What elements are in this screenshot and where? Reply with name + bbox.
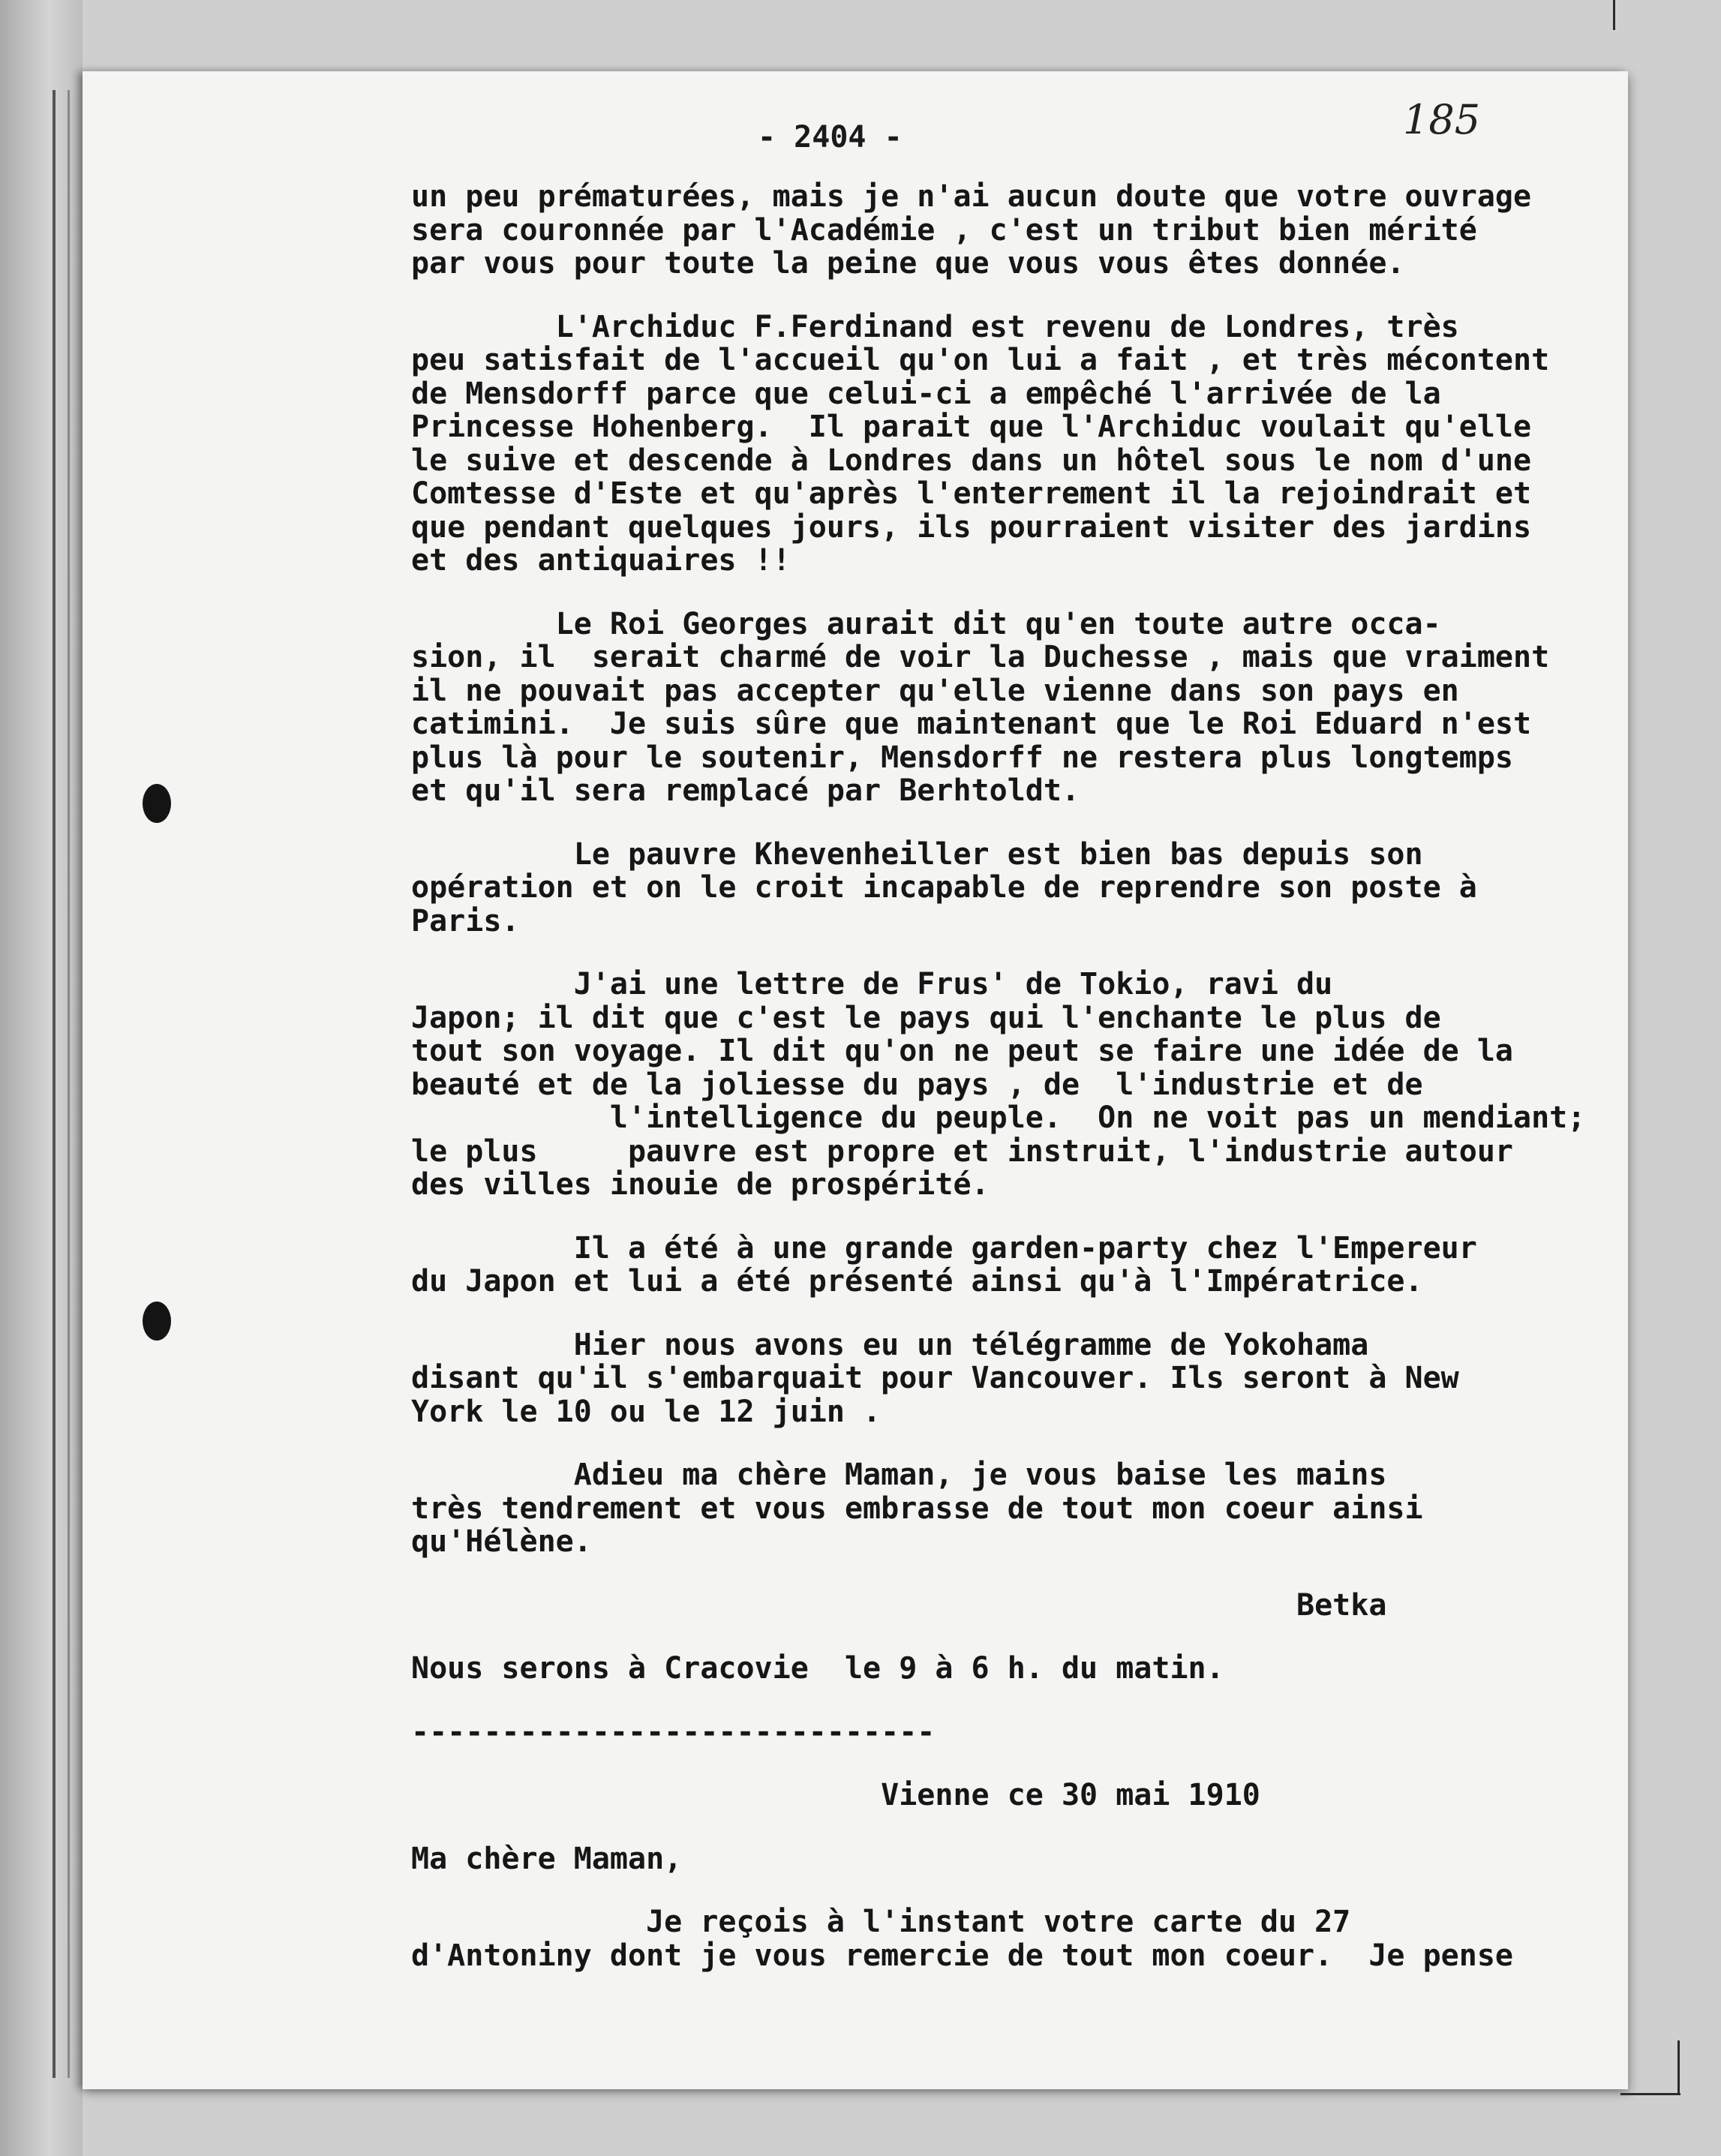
folio-number: 185 [1403, 96, 1481, 143]
text-line: des villes inouie de prospérité. [411, 1167, 990, 1202]
paragraph [411, 1589, 1596, 1623]
text-line: que pendant quelques jours, ils pourraient visiter des jardins [411, 509, 1532, 545]
page-number: - 2404 - [758, 120, 903, 155]
text-line: par vous pour toute la peine que vous vous êtes donnée. [411, 246, 1405, 281]
paragraph [411, 1905, 1596, 1972]
paragraph [411, 1329, 1596, 1429]
paragraph-gap [411, 938, 1596, 968]
paragraph-gap [411, 1299, 1596, 1329]
text-line: L'Archiduc F.Ferdinand est revenu de Londres, très [411, 309, 1459, 344]
paragraph [411, 1716, 1596, 1749]
text-line: sera couronnée par l'Académie , c'est un tribut bien mérité [411, 212, 1477, 248]
text-line: l'intelligence du peuple. On ne voit pas un mendiant; [411, 1101, 1586, 1135]
paragraph [411, 1232, 1596, 1299]
text-line: du Japon et lui a été présenté ainsi qu'à l'Impératrice. [411, 1264, 1423, 1299]
text-line: le suive et descende à Londres dans un hôtel sous le nom d'une [411, 443, 1532, 478]
paragraph-gap [411, 1622, 1596, 1652]
paragraph-gap [411, 1686, 1596, 1716]
text-line: Vienne ce 30 mai 1910 [411, 1778, 1260, 1812]
paragraph-gap [411, 1428, 1596, 1458]
paragraph-gap [411, 1202, 1596, 1232]
text-line: beauté et de la joliesse du pays , de l'industrie et de [411, 1067, 1423, 1102]
text-line: disant qu'il s'embarquait pour Vancouver. Ils seront à New [411, 1361, 1459, 1395]
text-line: Ma chère Maman, [411, 1841, 683, 1876]
punch-hole [143, 784, 171, 823]
scan-background-left [0, 0, 83, 2156]
paragraph-gap [411, 1875, 1596, 1905]
text-line: très tendrement et vous embrasse de tout mon coeur ainsi [411, 1491, 1423, 1526]
text-line: il ne pouvait pas accepter qu'elle vienne dans son pays en [411, 673, 1459, 708]
paragraph [411, 180, 1596, 281]
letter-body [411, 180, 1596, 1972]
text-line: et qu'il sera remplacé par Berhtoldt. [411, 773, 1080, 808]
text-line: Le pauvre Khevenheiller est bien bas depuis son [411, 836, 1423, 872]
paragraph-gap [411, 281, 1596, 311]
text-line: tout son voyage. Il dit qu'on ne peut se faire une idée de la [411, 1034, 1514, 1068]
text-line: ----------------------------- [411, 1714, 936, 1749]
text-line: Il a été à une grande garden-party chez l'Empereur [411, 1230, 1477, 1266]
text-line: qu'Hélène. [411, 1524, 592, 1559]
paragraph [411, 1842, 1596, 1876]
text-line: catimini. Je suis sûre que maintenant que le Roi Eduard n'est [411, 707, 1532, 741]
scan-edge-line [53, 90, 56, 2078]
paragraph [411, 608, 1596, 808]
paragraph-gap [411, 808, 1596, 838]
paragraph [411, 968, 1596, 1202]
text-line: Hier nous avons eu un télégramme de Yokohama [411, 1327, 1369, 1362]
paragraph [411, 838, 1596, 938]
text-line: Adieu ma chère Maman, je vous baise les mains [411, 1458, 1387, 1492]
paragraph [411, 1458, 1596, 1559]
paragraph-gap [411, 1749, 1596, 1779]
scan-edge-line [68, 90, 70, 2078]
paragraph-gap [411, 1559, 1596, 1589]
paragraph-gap [411, 1812, 1596, 1842]
text-line: le plus pauvre est propre et instruit, l'industrie autour [411, 1134, 1514, 1169]
text-line: peu satisfait de l'accueil qu'on lui a fait , et très mécontent [411, 343, 1550, 377]
text-line: Paris. [411, 903, 520, 938]
text-line: un peu prématurées, mais je n'ai aucun doute que votre ouvrage [411, 179, 1532, 214]
corner-mark [1613, 0, 1615, 30]
text-line: J'ai une lettre de Frus' de Tokio, ravi du [411, 967, 1333, 1001]
punch-hole [143, 1302, 171, 1341]
paragraph [411, 311, 1596, 578]
text-line: sion, il serait charmé de voir la Duchesse , mais que vraiment [411, 640, 1550, 674]
corner-mark [1620, 2093, 1680, 2095]
corner-mark [1677, 2040, 1680, 2093]
text-line: York le 10 ou le 12 juin . [411, 1394, 882, 1429]
paragraph-gap [411, 578, 1596, 608]
paragraph [411, 1652, 1596, 1686]
text-line: plus là pour le soutenir, Mensdorff ne restera plus longtemps [411, 740, 1514, 775]
text-line: Japon; il dit que c'est le pays qui l'enchante le plus de [411, 1000, 1441, 1035]
text-line: et des antiquaires !! [411, 543, 791, 578]
text-line: Je reçois à l'instant votre carte du 27 [411, 1905, 1351, 1939]
text-line: Betka [411, 1587, 1387, 1623]
text-line: d'Antoniny dont je vous remercie de tout mon coeur. Je pense [411, 1938, 1514, 1973]
text-line: de Mensdorff parce que celui-ci a empêché l'arrivée de la [411, 376, 1441, 411]
text-line: Le Roi Georges aurait dit qu'en toute autre occa- [411, 606, 1441, 641]
paragraph [411, 1779, 1596, 1812]
text-line: opération et on le croit incapable de reprendre son poste à [411, 870, 1477, 905]
text-line: Nous serons à Cracovie le 9 à 6 h. du matin. [411, 1651, 1224, 1686]
text-line: Comtesse d'Este et qu'après l'enterrement il la rejoindrait et [411, 476, 1532, 511]
text-line: Princesse Hohenberg. Il parait que l'Archiduc voulait qu'elle [411, 410, 1532, 444]
